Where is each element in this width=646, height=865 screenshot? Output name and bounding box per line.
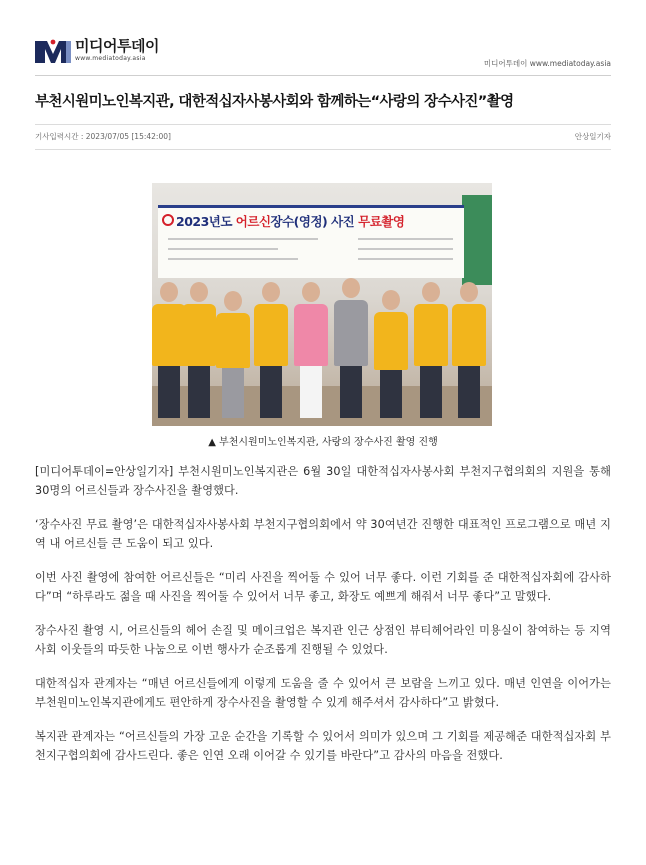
logo-url: www.mediatoday.asia	[75, 55, 146, 62]
article-paragraph: 복지관 관계자는 “어르신들의 가장 고운 순간을 기록할 수 있어서 의미가 있으며 그 기회를 제공해준 대한적십자회 부천지구협의회에 감사드린다. 좋은 인연 오래 이어갈 수 있기를 바란다”고 감사의 마음을 전했다.	[35, 730, 611, 762]
photo-person	[152, 282, 186, 418]
photo-green-board	[462, 195, 492, 285]
photo-person	[452, 282, 486, 418]
meta-divider-top	[35, 124, 611, 125]
photo-person	[216, 291, 250, 418]
article-photo	[152, 183, 492, 426]
photo-person	[182, 282, 216, 418]
photo-person	[374, 290, 408, 418]
photo-person	[334, 278, 368, 418]
logo-name: 미디어투데이	[75, 37, 159, 55]
photo-banner	[158, 205, 464, 278]
article-headline: 부천시원미노인복지관, 대한적십자사봉사회와 함께하는“사랑의 장수사진”촬영	[35, 94, 514, 110]
article-paragraph: ‘장수사진 무료 촬영’은 대한적십자사봉사회 부천지구협의회에서 약 30여년간 진행한 대표적인 프로그램으로 매년 지역 내 어르신들 큰 도움이 되고 있다.	[35, 518, 611, 550]
meta-divider-bottom	[35, 149, 611, 150]
header-divider	[35, 75, 611, 76]
article-paragraph: 이번 사진 촬영에 참여한 어르신들은 “미리 사진을 찍어둘 수 있어 너무 좋다. 이런 기회를 준 대한적십자회에 감사하다”며 “하루라도 젊을 때 사진을 찍어둘 수 있어서 너무 좋고, 화장도 예쁘게 해줘서 너무 좋다”고 말했다.	[35, 571, 611, 603]
article-paragraph: 장수사진 촬영 시, 어르신들의 헤어 손질 및 메이크업은 복지관 인근 상점인 뷰티헤어라인 미용실이 참여하는 등 지역사회 이웃들의 따듯한 나눔으로 이번 행사가 순조롭게 진행될 수 있었다.	[35, 624, 611, 656]
article-paragraph: [미디어투데이=안상일기자] 부천시원미노인복지관은 6월 30일 대한적십자사봉사회 부천지구협의회의 지원을 통해 30명의 어르신들과 장수사진을 촬영했다.	[35, 465, 611, 497]
photo-person	[294, 282, 328, 418]
photo-banner-title: 2023년도 어르신장수(영정) 사진 무료촬영	[176, 214, 405, 229]
site-header	[35, 30, 611, 70]
site-logo[interactable]	[35, 38, 159, 64]
photo-person	[414, 282, 448, 418]
header-site-link[interactable]: 미디어투데이 www.mediatoday.asia	[483, 59, 611, 68]
publish-time: 기사입력시간 : 2023/07/05 [15:42:00]	[35, 132, 171, 141]
photo-person	[254, 282, 288, 418]
article-body	[35, 463, 611, 781]
red-cross-emblem-icon	[162, 214, 174, 226]
article-meta	[35, 131, 611, 143]
article-author: 안상일기자	[574, 132, 611, 141]
mediatoday-logo-icon	[35, 38, 71, 64]
photo-caption: ▲ 부천시원미노인복지관, 사랑의 장수사진 촬영 진행	[208, 437, 438, 448]
article-paragraph: 대한적십자 관계자는 “매년 어르신들에게 이렇게 도움을 줄 수 있어서 큰 보람을 느끼고 있다. 매년 인연을 이어가는 부천원미노인복지관에게도 편안하게 장수사진을 촬영할 수 있게 해주셔서 감사하다”고 밝혔다.	[35, 677, 611, 709]
